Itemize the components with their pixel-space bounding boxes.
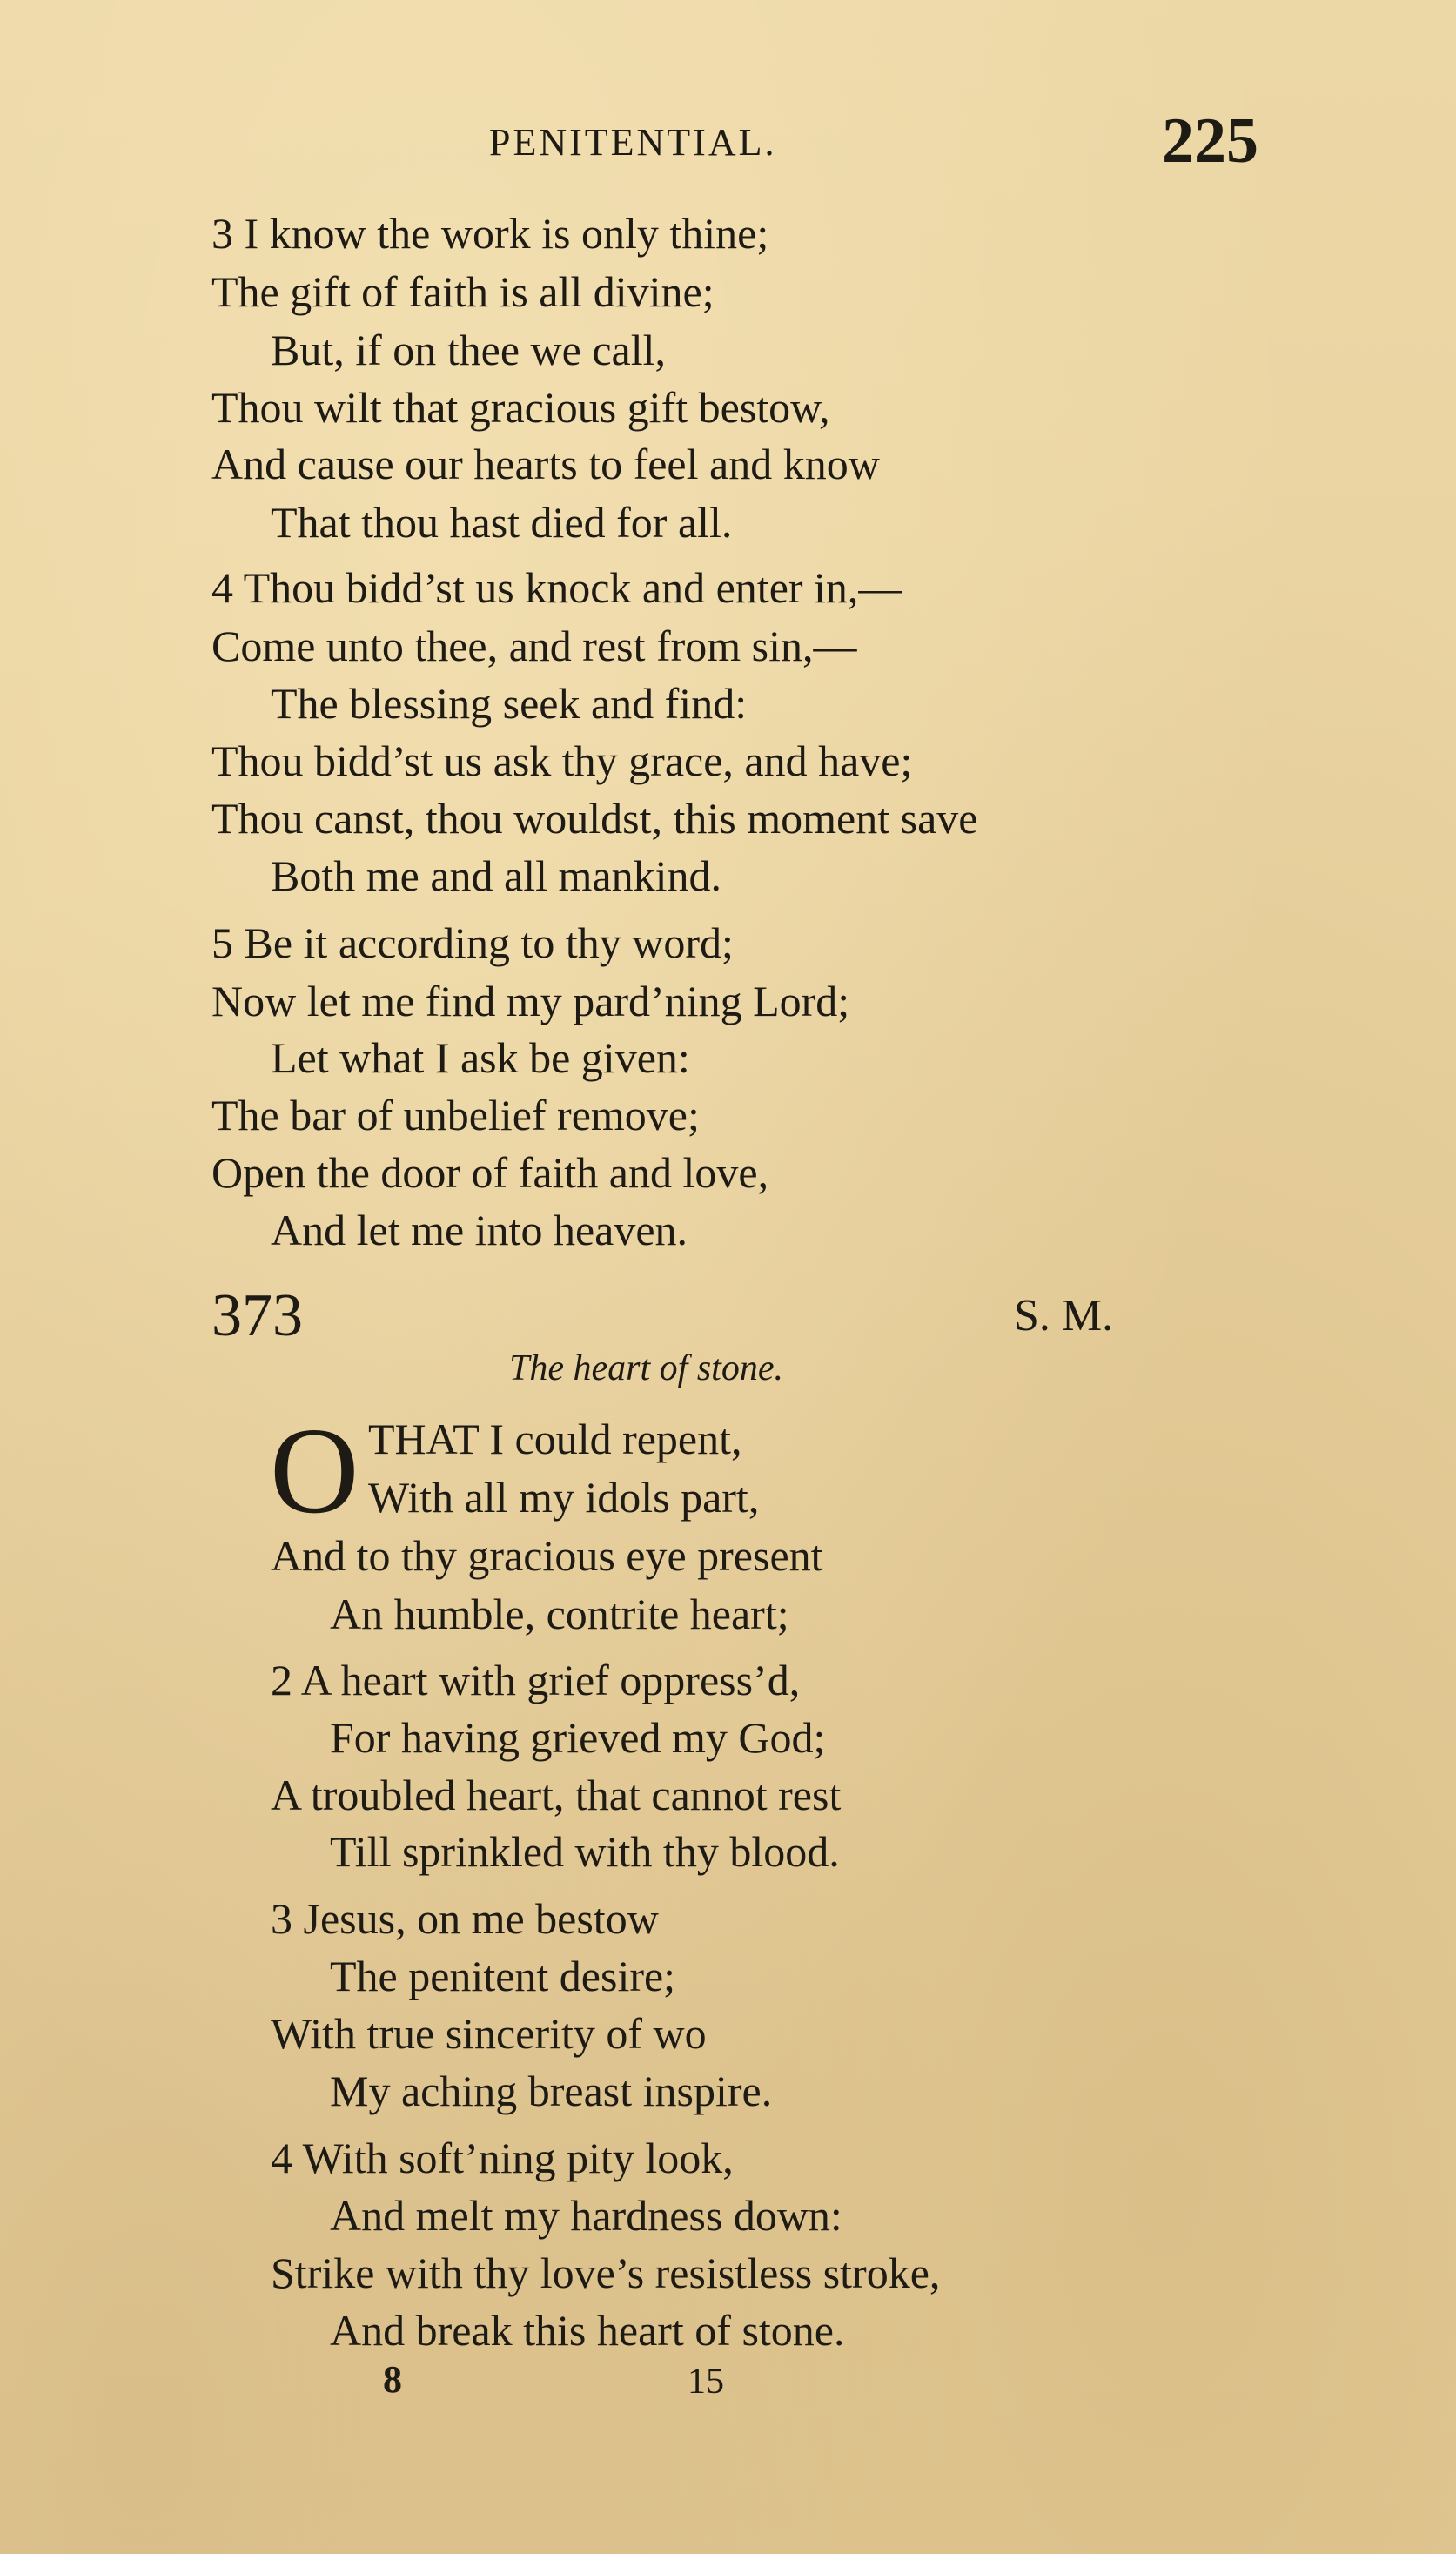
verse-line: An humble, contrite heart;: [330, 1590, 789, 1638]
verse-line: The bar of unbelief remove;: [211, 1091, 700, 1139]
verse-line: But, if on thee we call,: [271, 326, 667, 374]
verse-line: Strike with thy love’s resistless stroke,: [271, 2248, 941, 2297]
verse-line: Thou bidd’st us ask thy grace, and have;: [211, 736, 913, 785]
verse-line: With all my idols part,: [368, 1473, 760, 1522]
verse-line: THAT I could repent,: [368, 1415, 742, 1463]
verse-line: Thou canst, thou wouldst, this moment save: [211, 794, 978, 843]
hymn-number: 373: [211, 1282, 303, 1349]
verse-line: 3 Jesus, on me bestow: [271, 1894, 659, 1943]
verse-line: Both me and all mankind.: [271, 851, 721, 900]
verse-line: Let what I ask be given:: [271, 1033, 690, 1082]
signature-mark: 8: [383, 2358, 402, 2401]
verse-line: And break this heart of stone.: [330, 2306, 845, 2355]
verse-line: The blessing seek and find:: [271, 679, 748, 728]
running-head: PENITENTIAL.: [489, 121, 777, 164]
verse-line: Now let me find my pard’ning Lord;: [211, 977, 850, 1025]
page-number: 225: [1162, 105, 1258, 177]
verse-line: 2 A heart with grief oppress’d,: [271, 1656, 801, 1704]
verse-line: My aching breast inspire.: [330, 2067, 773, 2115]
footer-number: 15: [688, 2362, 724, 2402]
drop-cap: O: [270, 1401, 359, 1539]
verse-line: That thou hast died for all.: [271, 498, 733, 547]
hymn-subtitle: The heart of stone.: [509, 1348, 783, 1388]
verse-line: 5 Be it according to thy word;: [211, 918, 734, 967]
verse-line: 4 With soft’ning pity look,: [271, 2134, 734, 2182]
verse-line: Thou wilt that gracious gift bestow,: [211, 383, 830, 432]
hymn-meter: S. M.: [1014, 1291, 1114, 1341]
verse-line: 4 Thou bidd’st us knock and enter in,—: [211, 563, 902, 612]
verse-line: With true sincerity of wo: [271, 2009, 707, 2058]
verse-line: And melt my hardness down:: [330, 2191, 842, 2240]
verse-line: The penitent desire;: [330, 1952, 676, 2000]
page-header: [0, 105, 1456, 183]
verse-line: Come unto thee, and rest from sin,—: [211, 622, 857, 670]
verse-line: And cause our hearts to feel and know: [211, 440, 880, 488]
verse-line: A troubled heart, that cannot rest: [271, 1771, 842, 1819]
verse-line: 3 I know the work is only thine;: [211, 209, 769, 258]
verse-line: And to thy gracious eye present: [271, 1531, 823, 1580]
verse-line: Open the door of faith and love,: [211, 1148, 769, 1197]
verse-line: For having grieved my God;: [330, 1713, 826, 1762]
verse-line: And let me into heaven.: [271, 1206, 688, 1254]
verse-line: The gift of faith is all divine;: [211, 267, 715, 316]
verse-line: Till sprinkled with thy blood.: [330, 1827, 840, 1876]
